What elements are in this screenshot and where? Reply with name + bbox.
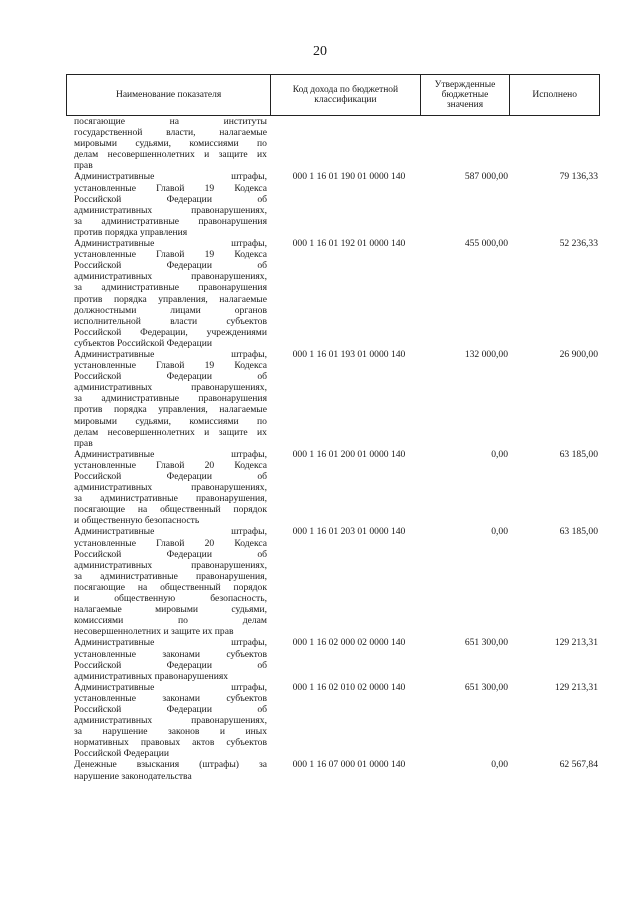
indicator-name-line: и общественную безопасность, bbox=[74, 593, 267, 605]
table-row bbox=[66, 238, 600, 349]
approved-value: 587 000,00 bbox=[464, 171, 508, 183]
indicator-name-line: Административные штрафы, bbox=[74, 171, 267, 183]
indicator-name bbox=[66, 682, 270, 760]
header-done: Исполнено bbox=[509, 75, 599, 115]
indicator-name-line: нарушение законодательства bbox=[74, 770, 192, 782]
page-number: 20 bbox=[313, 44, 327, 59]
indicator-name-line: установленные Главой 19 Кодекса bbox=[74, 182, 267, 194]
executed-value: 52 236,33 bbox=[559, 238, 598, 250]
indicator-name-line: Денежные взыскания (штрафы) за bbox=[74, 759, 267, 771]
executed-value: 129 213,31 bbox=[554, 637, 598, 649]
indicator-name-line: административных правонарушениях, bbox=[74, 559, 267, 571]
indicator-name-line: Российской Федерации об bbox=[74, 659, 267, 671]
table-row bbox=[66, 526, 600, 637]
executed-value: 26 900,00 bbox=[559, 348, 598, 360]
indicator-name-line: и общественную безопасность bbox=[74, 515, 200, 527]
header-code: Код дохода по бюджетной классификации bbox=[270, 75, 419, 115]
approved-value: 0,00 bbox=[491, 448, 508, 460]
table-header bbox=[66, 74, 600, 116]
indicator-name bbox=[66, 637, 270, 681]
indicator-name-line: за административные правонарушения bbox=[74, 215, 267, 227]
indicator-name-line: установленные Главой 19 Кодекса bbox=[74, 249, 267, 261]
indicator-name-line: Российской Федерации об bbox=[74, 193, 267, 205]
executed-value: 62 567,84 bbox=[559, 759, 598, 771]
indicator-name-line: за административные правонарушения bbox=[74, 282, 267, 294]
indicator-name-line: установленные Главой 20 Кодекса bbox=[74, 537, 267, 549]
indicator-name-line: прав bbox=[74, 160, 93, 172]
table-row bbox=[66, 759, 600, 781]
indicator-name-line: административных правонарушениях bbox=[74, 670, 229, 682]
indicator-name-line: Административные штрафы, bbox=[74, 348, 267, 360]
indicator-name-line: административных правонарушениях, bbox=[74, 482, 267, 494]
indicator-name-line: исполнительной власти субъектов bbox=[74, 315, 267, 327]
indicator-name-line: государственной власти, налагаемые bbox=[74, 127, 267, 139]
budget-code: 000 1 16 01 200 01 0000 140 bbox=[292, 448, 406, 460]
indicator-name bbox=[66, 349, 270, 449]
indicator-name-line: административных правонарушениях, bbox=[74, 271, 267, 283]
indicator-name-line: нормативных правовых актов субъектов bbox=[74, 737, 267, 749]
budget-code: 000 1 16 01 192 01 0000 140 bbox=[292, 238, 406, 250]
indicator-name-line: комиссиями по делам bbox=[74, 615, 267, 627]
approved-value: 651 300,00 bbox=[464, 637, 508, 649]
indicator-name-line: делам несовершеннолетних и защите их bbox=[74, 149, 267, 161]
indicator-name-line: мировыми судьями, комиссиями по bbox=[74, 138, 267, 150]
indicator-name-line: установленные законами субъектов bbox=[74, 692, 267, 704]
executed-value bbox=[510, 116, 600, 171]
indicator-name bbox=[66, 171, 270, 238]
indicator-name-line: Административные штрафы, bbox=[74, 526, 267, 538]
budget-code: 000 1 16 02 000 02 0000 140 bbox=[292, 637, 406, 649]
indicator-name bbox=[66, 449, 270, 527]
budget-table bbox=[66, 74, 600, 782]
indicator-name-line: Административные штрафы, bbox=[74, 681, 267, 693]
indicator-name-line: несовершеннолетних и защите их прав bbox=[74, 626, 234, 638]
executed-value: 129 213,31 bbox=[554, 681, 598, 693]
indicator-name bbox=[66, 526, 270, 637]
indicator-name-line: административных правонарушениях, bbox=[74, 204, 267, 216]
budget-code: 000 1 16 07 000 01 0000 140 bbox=[292, 759, 406, 771]
indicator-name-line: Административные штрафы, bbox=[74, 238, 267, 250]
budget-code bbox=[270, 116, 420, 171]
indicator-name-line: установленные законами субъектов bbox=[74, 648, 267, 660]
indicator-name-line: мировыми судьями, комиссиями по bbox=[74, 415, 267, 427]
indicator-name-line: за административные правонарушения, bbox=[74, 493, 267, 505]
indicator-name bbox=[66, 238, 270, 349]
table-row bbox=[66, 116, 600, 171]
table-row bbox=[66, 449, 600, 527]
indicator-name-line: Административные штрафы, bbox=[74, 637, 267, 649]
indicator-name-line: посягающие на общественный порядок bbox=[74, 504, 267, 516]
indicator-name-line: установленные Главой 20 Кодекса bbox=[74, 459, 267, 471]
indicator-name-line: Российской Федерации об bbox=[74, 371, 267, 383]
approved-value: 0,00 bbox=[491, 526, 508, 538]
indicator-name-line: административных правонарушениях, bbox=[74, 382, 267, 394]
indicator-name-line: Российской Федерации bbox=[74, 748, 169, 760]
table-row bbox=[66, 637, 600, 681]
executed-value: 63 185,00 bbox=[559, 526, 598, 538]
indicator-name-line: Российской Федерации об bbox=[74, 703, 267, 715]
budget-code: 000 1 16 01 190 01 0000 140 bbox=[292, 171, 406, 183]
indicator-name-line: Российской Федерации, учреждениями bbox=[74, 326, 267, 338]
table-body bbox=[66, 116, 600, 782]
indicator-name-line: за нарушение законов и иных bbox=[74, 726, 267, 738]
budget-code: 000 1 16 01 203 01 0000 140 bbox=[292, 526, 406, 538]
approved-value: 132 000,00 bbox=[464, 348, 508, 360]
header-name: Наименование показателя bbox=[115, 90, 222, 100]
indicator-name-line: делам несовершеннолетних и защите их bbox=[74, 426, 267, 438]
indicator-name-line: Российской Федерации об bbox=[74, 260, 267, 272]
indicator-name-line: прав bbox=[74, 437, 93, 449]
indicator-name-line: должностными лицами органов bbox=[74, 304, 267, 316]
indicator-name bbox=[66, 116, 270, 171]
indicator-name-line: против порядка управления, налагаемые bbox=[74, 404, 267, 416]
approved-value: 0,00 bbox=[491, 759, 508, 771]
table-row bbox=[66, 171, 600, 238]
indicator-name bbox=[66, 759, 270, 781]
indicator-name-line: налагаемые мировыми судьями, bbox=[74, 604, 267, 616]
indicator-name-line: установленные Главой 19 Кодекса bbox=[74, 360, 267, 372]
budget-code: 000 1 16 02 010 02 0000 140 bbox=[292, 681, 406, 693]
approved-value bbox=[420, 116, 510, 171]
indicator-name-line: посягающие на институты bbox=[74, 116, 267, 127]
indicator-name-line: за административные правонарушения, bbox=[74, 570, 267, 582]
table-row bbox=[66, 682, 600, 760]
indicator-name-line: субъектов Российской Федерации bbox=[74, 337, 212, 349]
indicator-name-line: против порядка управления bbox=[74, 226, 188, 238]
indicator-name-line: Российской Федерации об bbox=[74, 471, 267, 482]
executed-value: 63 185,00 bbox=[559, 448, 598, 460]
indicator-name-line: Административные штрафы, bbox=[74, 448, 267, 460]
indicator-name-line: за административные правонарушения bbox=[74, 393, 267, 405]
indicator-name-line: посягающие на общественный порядок bbox=[74, 581, 267, 593]
indicator-name-line: против порядка управления, налагаемые bbox=[74, 293, 267, 305]
budget-code: 000 1 16 01 193 01 0000 140 bbox=[292, 348, 406, 360]
approved-value: 651 300,00 bbox=[464, 681, 508, 693]
approved-value: 455 000,00 bbox=[464, 238, 508, 250]
indicator-name-line: Российской Федерации об bbox=[74, 548, 267, 560]
table-row bbox=[66, 349, 600, 449]
indicator-name-line: административных правонарушениях, bbox=[74, 715, 267, 727]
executed-value: 79 136,33 bbox=[559, 171, 598, 183]
header-approved: Утвержденные бюджетные значения bbox=[420, 75, 510, 115]
